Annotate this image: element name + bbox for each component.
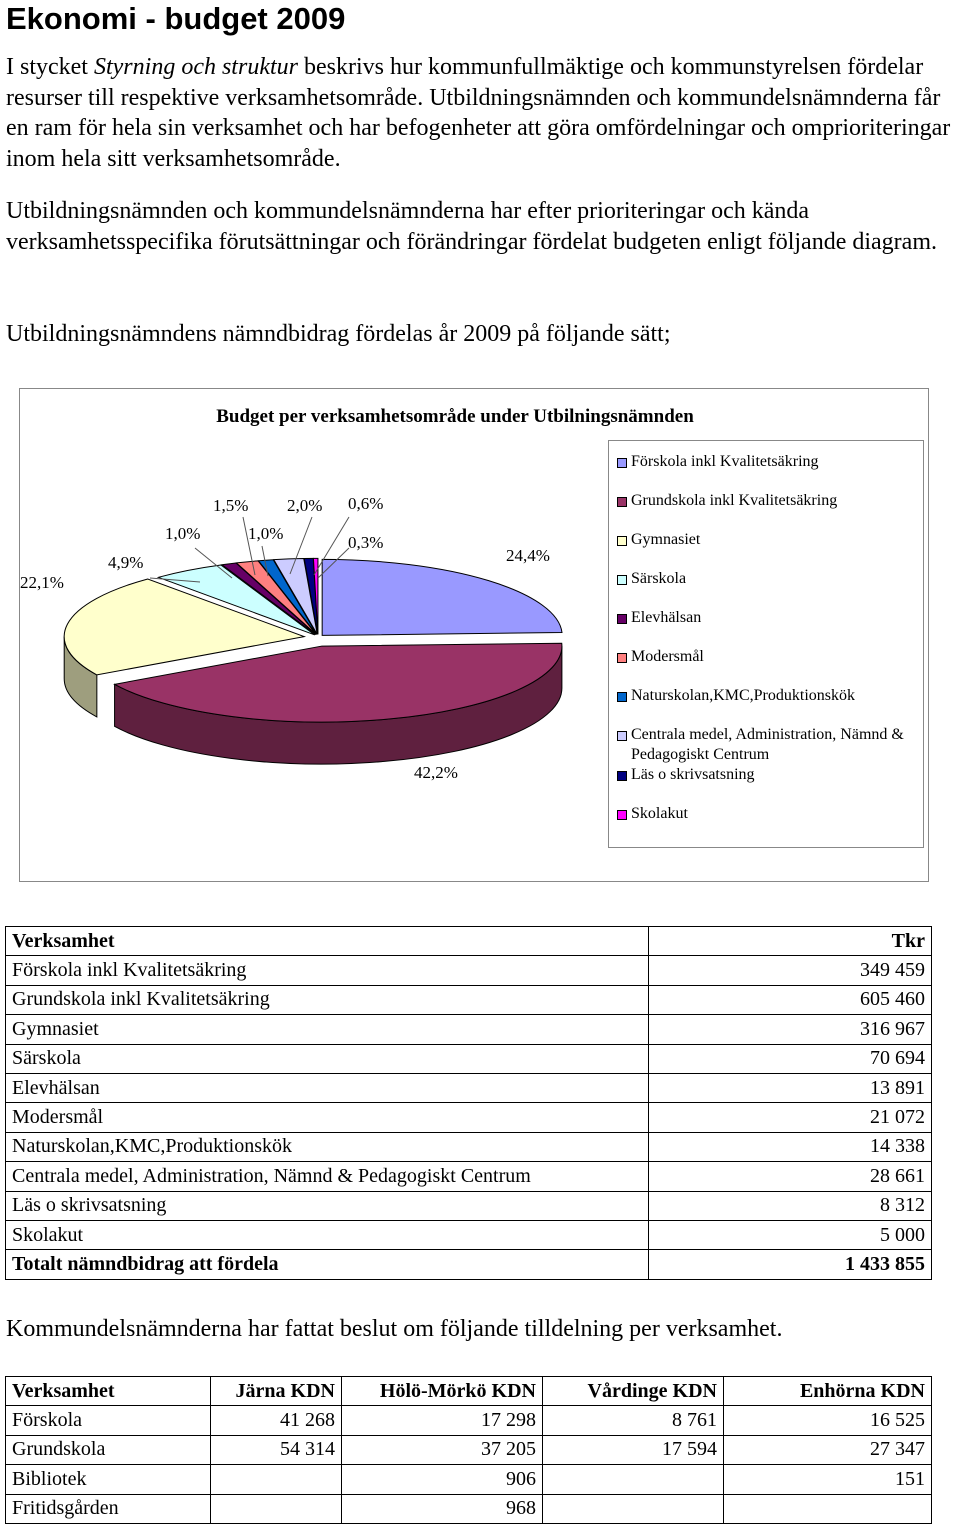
row-value: 8 312 [649, 1191, 932, 1220]
cell-jarna: 41 268 [211, 1406, 342, 1435]
row-name: Naturskolan,KMC,Produktionskök [6, 1132, 649, 1161]
cell-jarna: 54 314 [211, 1435, 342, 1464]
intro-text-end: beskrivs hur kommunfullmäktige och kommunstyrelsen fördelar resurser till respektive verksamhetsområde. Utbildningsnämnden och kommundelsnämnderna får en ram för hela sin verksamhet och har befogenheter att göra omfördelningar och omprioriteringar inom hela sitt verksamhetsområde. [6, 54, 951, 172]
cell-jarna [211, 1465, 342, 1494]
chart-legend [608, 440, 924, 848]
cell-vardinge [543, 1465, 724, 1494]
legend-label: Gymnasiet [631, 531, 701, 548]
total-value: 1 433 855 [649, 1250, 932, 1279]
chart-title: Budget per verksamhetsområde under Utbilningsnämnden [216, 406, 694, 427]
pie-label-elevhalsan: 1,0% [165, 524, 201, 543]
cell-holo-morko: 906 [342, 1465, 543, 1494]
cell-vardinge: 17 594 [543, 1435, 724, 1464]
table-row [6, 985, 932, 1014]
kdn-intro-paragraph: Kommundelsnämnderna har fattat beslut om följande tilldelning per verksamhet. [6, 1316, 783, 1342]
cell-holo-morko: 37 205 [342, 1435, 543, 1464]
pie-label-gymnasiet: 22,1% [20, 573, 64, 592]
allocation-paragraph: Utbildningsnämnden och kommundelsnämnderna har efter prioriteringar och kända verksamhetsspecifika förutsättningar och förändringar fördelat budgeten enligt följande diagram. [6, 198, 937, 255]
table-row [6, 1162, 932, 1191]
legend-swatch [617, 497, 627, 507]
row-name: Läs o skrivsatsning [6, 1191, 649, 1220]
total-label: Totalt nämndbidrag att fördela [6, 1250, 649, 1279]
intro-text-start: I stycket [6, 54, 94, 80]
pie-label-naturskolan: 1,0% [248, 524, 284, 543]
cell-enhorna: 151 [724, 1465, 932, 1494]
legend-swatch [617, 731, 627, 741]
legend-swatch [617, 692, 627, 702]
row-name: Förskola inkl Kvalitetsäkring [6, 956, 649, 985]
kdn-table [5, 1376, 932, 1524]
row-name: Fritidsgården [6, 1494, 211, 1523]
pie-label-grundskola: 42,2% [414, 763, 458, 782]
header-jarna: Järna KDN [211, 1377, 342, 1406]
pie-label-las: 0,6% [348, 494, 384, 513]
legend-swatch [617, 536, 627, 546]
legend-label: Grundskola inkl Kvalitetsäkring [631, 492, 838, 509]
cell-holo-morko: 968 [342, 1494, 543, 1523]
row-name: Bibliotek [6, 1465, 211, 1494]
legend-swatch [617, 810, 627, 820]
table-row [6, 1015, 932, 1044]
table-row [6, 1073, 932, 1102]
table-row [6, 1220, 932, 1249]
budget-table [5, 926, 932, 1280]
table-header-row [6, 927, 932, 956]
row-value: 605 460 [649, 985, 932, 1014]
section-reference: Styrning och struktur [93, 54, 298, 80]
row-name: Skolakut [6, 1220, 649, 1249]
table-row [6, 1132, 932, 1161]
pie-label-sarskola: 4,9% [108, 553, 144, 572]
pie-slice-forskola [322, 559, 562, 635]
cell-holo-morko: 17 298 [342, 1406, 543, 1435]
page-title: Ekonomi - budget 2009 [6, 1, 346, 36]
row-name: Gymnasiet [6, 1015, 649, 1044]
header-tkr: Tkr [649, 927, 932, 956]
cell-enhorna: 27 347 [724, 1435, 932, 1464]
pie-label-centrala: 2,0% [287, 496, 323, 515]
table-row [6, 1494, 932, 1523]
legend-label: Naturskolan,KMC,Produktionskök [631, 687, 855, 704]
table-row [6, 1103, 932, 1132]
row-name: Elevhälsan [6, 1073, 649, 1102]
row-value: 14 338 [649, 1132, 932, 1161]
header-verksamhet: Verksamhet [6, 927, 649, 956]
legend-swatch [617, 614, 627, 624]
row-name: Grundskola inkl Kvalitetsäkring [6, 985, 649, 1014]
header-holo-morko: Hölö-Mörkö KDN [342, 1377, 543, 1406]
pie-label-skolakut: 0,3% [348, 533, 384, 552]
pie-label-modersmal: 1,5% [213, 496, 249, 515]
row-value: 13 891 [649, 1073, 932, 1102]
row-value: 349 459 [649, 956, 932, 985]
table-row [6, 1465, 932, 1494]
legend-label: Förskola inkl Kvalitetsäkring [631, 453, 819, 470]
legend-label: Elevhälsan [631, 609, 702, 626]
legend-swatch [617, 458, 627, 468]
cell-enhorna: 16 525 [724, 1406, 932, 1435]
legend-label: Skolakut [631, 805, 688, 822]
row-name: Grundskola [6, 1435, 211, 1464]
cell-enhorna [724, 1494, 932, 1523]
table-row [6, 1435, 932, 1464]
header-verksamhet: Verksamhet [6, 1377, 211, 1406]
legend-swatch [617, 575, 627, 585]
table-row [6, 1191, 932, 1220]
legend-label: Centrala medel, Administration, Nämnd & Pedagogiskt Centrum [631, 726, 904, 763]
row-name: Särskola [6, 1044, 649, 1073]
cell-jarna [211, 1494, 342, 1523]
table-header-row [6, 1377, 932, 1406]
table-row [6, 956, 932, 985]
row-value: 28 661 [649, 1162, 932, 1191]
legend-swatch [617, 653, 627, 663]
legend-label: Särskola [631, 570, 687, 587]
cell-vardinge: 8 761 [543, 1406, 724, 1435]
row-name: Modersmål [6, 1103, 649, 1132]
cell-vardinge [543, 1494, 724, 1523]
pie-label-forskola: 24,4% [506, 546, 550, 565]
table-row [6, 1406, 932, 1435]
row-value: 5 000 [649, 1220, 932, 1249]
legend-swatch [617, 771, 627, 781]
header-vardinge: Vårdinge KDN [543, 1377, 724, 1406]
table-row [6, 1044, 932, 1073]
chart-intro-paragraph: Utbildningsnämndens nämndbidrag fördelas år 2009 på följande sätt; [6, 321, 671, 347]
row-value: 21 072 [649, 1103, 932, 1132]
table-total-row [6, 1250, 932, 1279]
row-value: 70 694 [649, 1044, 932, 1073]
row-value: 316 967 [649, 1015, 932, 1044]
legend-label: Läs o skrivsatsning [631, 766, 755, 783]
legend-label: Modersmål [631, 648, 704, 665]
header-enhorna: Enhörna KDN [724, 1377, 932, 1406]
row-name: Centrala medel, Administration, Nämnd & Pedagogiskt Centrum [6, 1162, 649, 1191]
row-name: Förskola [6, 1406, 211, 1435]
